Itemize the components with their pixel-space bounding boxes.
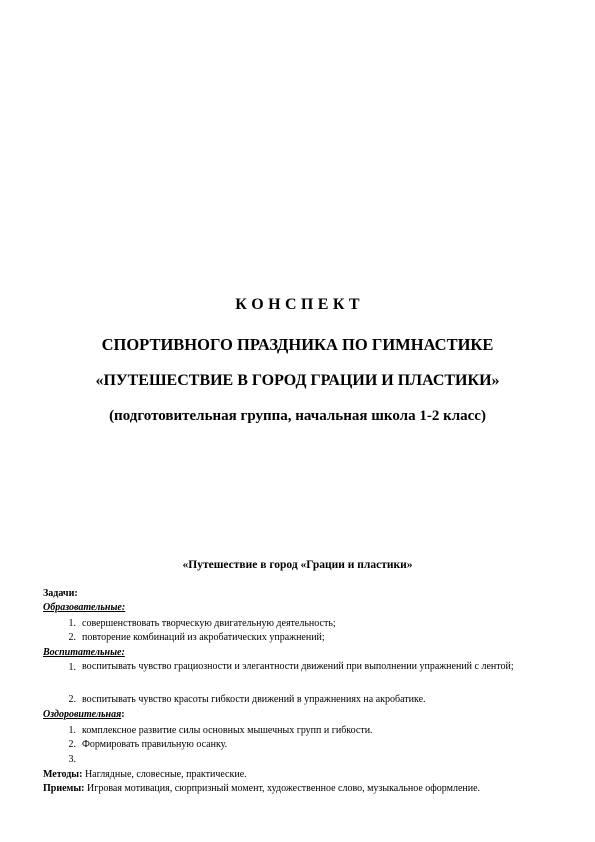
- list-item-text: повторение комбинаций из акробатических упражнений;: [82, 632, 325, 643]
- health-tasks-label-colon: :: [121, 709, 125, 720]
- list-item-text: совершенствовать творческую двигательную деятельность;: [82, 618, 336, 629]
- methods-text: Наглядные, словесные, практические.: [82, 769, 247, 780]
- event-title: «Путешествие в город «Грации и пластики»: [182, 559, 413, 571]
- methods-line: [43, 769, 247, 780]
- document-audience-note: (подготовительная группа, начальная школа 1-2 класс): [109, 408, 486, 424]
- document-heading-konspekt: К О Н С П Е К Т: [235, 296, 360, 313]
- techniques-text: Игровая мотивация, сюрпризный момент, художественное слово, музыкальное оформление.: [84, 783, 481, 794]
- health-tasks-label: Оздоровительная: [43, 709, 122, 720]
- list-item-number: 1.: [68, 662, 76, 673]
- list-item-text: комплексное развитие силы основных мышечных групп и гибкости.: [82, 725, 373, 736]
- list-item-number: 2.: [68, 739, 76, 750]
- list-item-number: 1.: [68, 725, 76, 736]
- list-item-number: 3.: [68, 754, 76, 765]
- educational-tasks-label: Образовательные:: [43, 602, 126, 613]
- list-item-text: Формировать правильную осанку.: [82, 739, 228, 750]
- tasks-label: Задачи:: [43, 588, 78, 599]
- techniques-paragraph: [43, 782, 554, 796]
- document-title: СПОРТИВНОГО ПРАЗДНИКА ПО ГИМНАСТИКЕ: [101, 335, 494, 354]
- list-item-text: воспитывать чувство красоты гибкости движений в упражнениях на акробатике.: [82, 694, 426, 705]
- document-subtitle-event-name: «ПУТЕШЕСТВИЕ В ГОРОД ГРАЦИИ И ПЛАСТИКИ»: [95, 372, 500, 389]
- upbringing-tasks-label: Воспитательные:: [43, 647, 125, 658]
- health-tasks-label-line: [43, 709, 125, 720]
- methods-label: Методы:: [43, 769, 83, 780]
- list-item-number: 2.: [68, 694, 76, 705]
- techniques-label: Приемы:: [43, 783, 85, 794]
- list-item-number: 1.: [68, 618, 76, 629]
- list-item-text: воспитывать чувство грациозности и элегантности движений при выполнении упражнений с лентой;: [82, 661, 514, 672]
- list-item-number: 2.: [68, 632, 76, 643]
